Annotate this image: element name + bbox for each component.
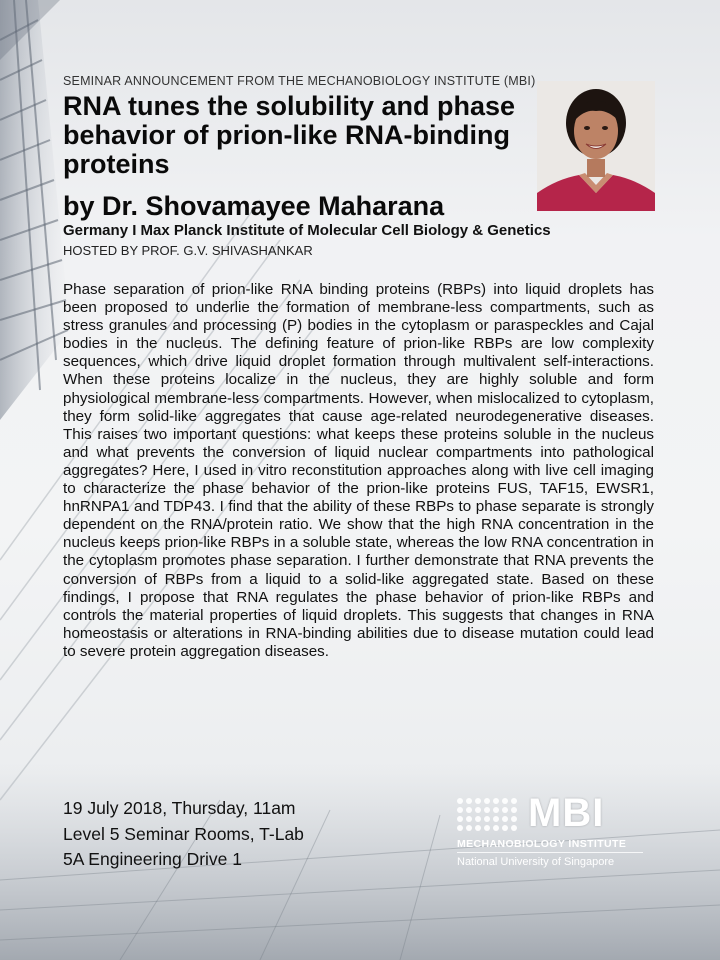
seminar-announcement-label: SEMINAR ANNOUNCEMENT FROM THE MECHANOBIOLOGY INSTITUTE (MBI): [63, 74, 536, 88]
mbi-logo: [454, 791, 644, 870]
abstract-text: Phase separation of prion-like RNA binding proteins (RBPs) into liquid droplets has been proposed to underlie the formation of membrane-less compartments, such as stress granules and processing (P) bodies in the cytoplasm or paraspeckles and Cajal bodies in the nucleus. The defining feature of prion-like RBPs are low complexity sequences, which drive liquid droplet formation through multivalent self-interactions. When these proteins localize in the nucleus, they are highly soluble and form physiological membrane-less compartments. However, when mislocalized to cytoplasm, they form solid-like aggregates that cause age-related neurodegenerative diseases. This raises two important questions: what keeps these proteins soluble in the nucleus and what prevents the conversion of liquid nuclear compartments into pathological aggregates? Here, I used in vitro reconstitution approaches along with live cell imaging to characterize the phase behavior of the prion-like proteins FUS, TAF15, EWSR1, hnRNPA1 and TDP43. I find that the ability of these RBPs to phase separate is strongly dependent on the RNA/protein ratio. We show that the high RNA concentration in the nucleus keeps prion-like RBPs in a soluble state, whereas the low RNA concentration in the cytoplasm promotes phase separation. I further demonstrate that RNA prevents the conversion of RBPs from a liquid to a solid-like aggregated state. Based on these findings, I propose that RNA regulates the phase behavior of prion-like RBPs and controls the material properties of liquid droplets. This suggests that changes in RNA homeostasis or alterations in RNA-binding abilities due to disease mutation could lead to severe protein aggregation diseases.: [63, 281, 654, 660]
event-address: 5A Engineering Drive 1: [63, 849, 242, 869]
logo-acronym: MBI: [528, 791, 605, 835]
logo-university: National University of Singapore: [457, 856, 615, 868]
seminar-title: RNA tunes the solubility and phase behavior of prion-like RNA-binding proteins: [63, 91, 516, 179]
speaker-name: by Dr. Shovamayee Maharana: [63, 191, 445, 221]
event-datetime: 19 July 2018, Thursday, 11am: [63, 798, 296, 818]
speaker-photo: [537, 81, 655, 211]
host-line: HOSTED BY PROF. G.V. SHIVASHANKAR: [63, 243, 313, 258]
speaker-affiliation: Germany I Max Planck Institute of Molecular Cell Biology & Genetics: [63, 222, 551, 239]
event-room: Level 5 Seminar Rooms, T-Lab: [63, 823, 304, 844]
logo-subtitle: MECHANOBIOLOGY INSTITUTE: [457, 838, 643, 853]
event-details: [63, 796, 304, 873]
dot-grid-icon: [454, 795, 524, 835]
